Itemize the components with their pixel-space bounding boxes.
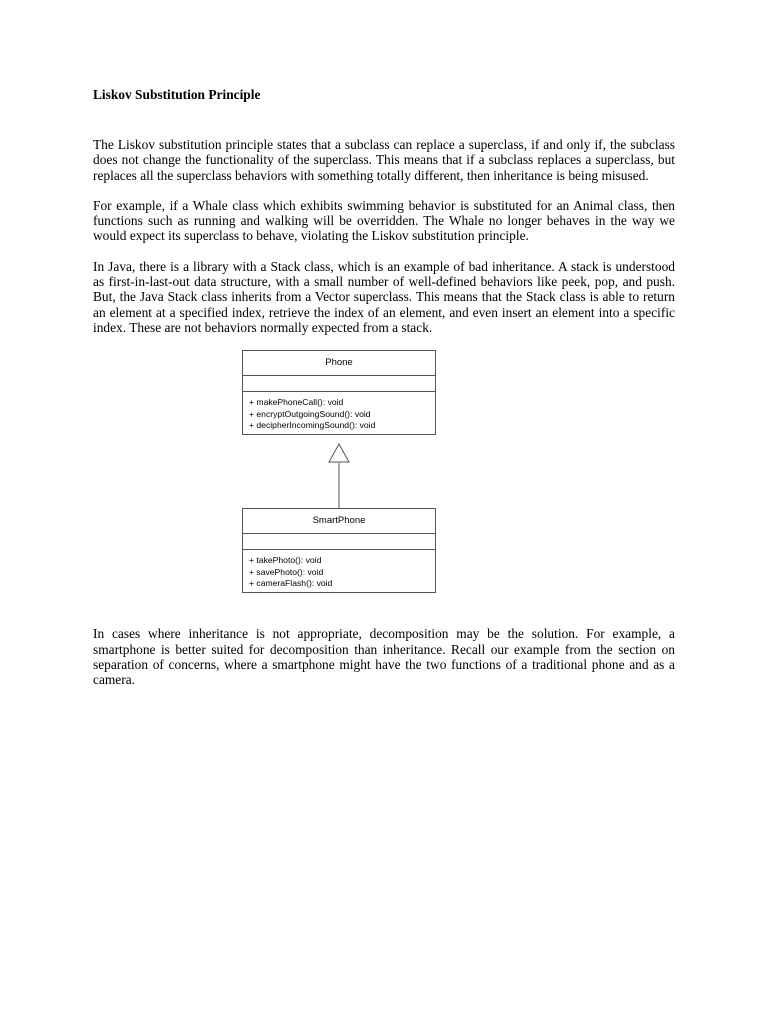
paragraph-decomposition: In cases where inheritance is not appropriate, decomposition may be the solution. For example, a smartphone is better suited for decomposition than inheritance. Recall our example from the section on separation of concerns, where a smartphone might have the two functions of a traditional phone and as a camera. [93, 626, 675, 688]
uml-class-name: Phone [243, 351, 435, 376]
uml-method: + takePhoto(): void [249, 555, 322, 566]
paragraph-whale-example: For example, if a Whale class which exhibits swimming behavior is substituted for an Animal class, then functions such as running and walking will be overridden. The Whale no longer behaves in the way we would expect its superclass to behave, violating the Liskov substitution principle. [93, 197, 675, 244]
uml-attributes-section [243, 376, 435, 392]
uml-method: + encryptOutgoingSound(): void [249, 408, 371, 419]
uml-class-smartphone [242, 508, 436, 593]
uml-method: + savePhoto(): void [249, 566, 324, 577]
uml-class-phone [242, 350, 436, 435]
uml-class-name: SmartPhone [243, 509, 435, 534]
uml-methods-section [243, 550, 435, 592]
uml-methods-section [243, 392, 435, 434]
document-title: Liskov Substitution Principle [93, 87, 261, 102]
document-page [93, 86, 675, 702]
uml-method: + makePhoneCall(): void [249, 397, 344, 408]
uml-attributes-section [243, 534, 435, 550]
paragraph-java-stack: In Java, there is a library with a Stack class, which is an example of bad inheritance. A stack is understood as first-in-last-out data structure, with a small number of well-defined behaviors like peek, pop, and push. But, the Java Stack class inherits from a Vector superclass. This means that the Stack class is able to return an element at a specified index, retrieve the index of an element, and even insert an element into a specific index. These are not behaviors normally expected from a stack. [93, 258, 675, 335]
uml-class-diagram [242, 350, 436, 600]
uml-method: + cameraFlash(): void [249, 577, 333, 588]
uml-method: + decipherIncomingSound(): void [249, 419, 376, 430]
paragraph-lsp-definition: The Liskov substitution principle states that a subclass can replace a superclass, if and only if, the subclass does not change the functionality of the superclass. This means that if a subclass replaces a superclass, but replaces all the superclass behaviors with something totally different, then inheritance is being misused. [93, 137, 675, 183]
